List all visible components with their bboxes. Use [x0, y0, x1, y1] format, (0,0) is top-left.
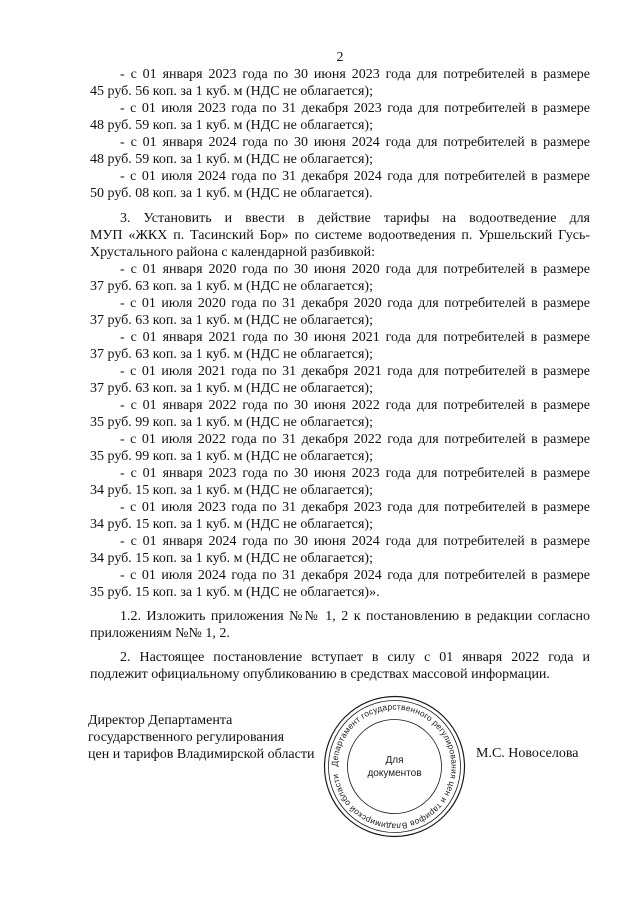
tariff-line: - с 01 июля 2020 года по 31 декабря 2020 года для потребителей в размере: [120, 296, 590, 311]
section-2-text: подлежит официальному опубликованию в средствах массовой информации.: [90, 667, 550, 682]
tariff-line: 37 руб. 63 коп. за 1 куб. м (НДС не облагается);: [90, 279, 373, 294]
tariff-line: 48 руб. 59 коп. за 1 куб. м (НДС не облагается);: [90, 118, 373, 133]
tariff-line: 50 руб. 08 коп. за 1 куб. м (НДС не облагается).: [90, 186, 373, 201]
signatory-name: М.С. Новоселова: [476, 746, 579, 761]
official-stamp: [322, 694, 467, 839]
section-1-2-text: приложениям №№ 1, 2.: [90, 626, 230, 641]
tariff-line: - с 01 января 2023 года по 30 июня 2023 года для потребителей в размере: [120, 67, 590, 82]
document-body: [90, 210, 590, 683]
stamp-inner-text: документов: [367, 768, 422, 779]
position-line: государственного регулирования: [88, 730, 285, 745]
section-2-text: 2. Настоящее постановление вступает в силу с 01 января 2022 года и: [120, 650, 590, 665]
tariff-line: 37 руб. 63 коп. за 1 куб. м (НДС не облагается);: [90, 313, 373, 328]
tariff-line: - с 01 января 2021 года по 30 июня 2021 года для потребителей в размере: [120, 330, 590, 345]
tariff-line: 37 руб. 63 коп. за 1 куб. м (НДС не облагается);: [90, 381, 373, 396]
tariff-line: - с 01 июля 2021 года по 31 декабря 2021 года для потребителей в размере: [120, 364, 590, 379]
signatory-position: [88, 712, 314, 763]
tariff-line: 34 руб. 15 коп. за 1 куб. м (НДС не облагается);: [90, 517, 373, 532]
stamp-ring-text: Департамент государственного регулирования цен и тарифов Владимирской области: [329, 701, 460, 832]
section-3-text: Хрустального района с календарной разбивкой:: [90, 245, 376, 260]
tariff-line: - с 01 января 2023 года по 30 июня 2023 года для потребителей в размере: [120, 466, 590, 481]
tariff-list-continued: [90, 66, 590, 202]
page-number: 2: [336, 50, 344, 65]
stamp-inner-ring: [348, 720, 442, 814]
tariff-line: - с 01 июля 2024 года по 31 декабря 2024 года для потребителей в размере: [120, 169, 590, 184]
position-line: цен и тарифов Владимирской области: [88, 747, 315, 762]
stamp-outer-ring: [325, 697, 465, 837]
tariff-line: 35 руб. 15 коп. за 1 куб. м (НДС не облагается)».: [90, 585, 380, 600]
tariff-line: 34 руб. 15 коп. за 1 куб. м (НДС не облагается);: [90, 483, 373, 498]
section-1-2-text: 1.2. Изложить приложения №№ 1, 2 к постановлению в редакции согласно: [120, 609, 590, 624]
tariff-line: 35 руб. 99 коп. за 1 куб. м (НДС не облагается);: [90, 449, 373, 464]
tariff-line: 48 руб. 59 коп. за 1 куб. м (НДС не облагается);: [90, 152, 373, 167]
tariff-line: 34 руб. 15 коп. за 1 куб. м (НДС не облагается);: [90, 551, 373, 566]
tariff-line: - с 01 января 2020 года по 30 июня 2020 года для потребителей в размере: [120, 262, 590, 277]
stamp-mid-ring: [329, 701, 461, 833]
tariff-line: - с 01 января 2022 года по 30 июня 2022 года для потребителей в размере: [120, 398, 590, 413]
tariff-line: - с 01 января 2024 года по 30 июня 2024 года для потребителей в размере: [120, 135, 590, 150]
tariff-line: - с 01 июля 2022 года по 31 декабря 2022 года для потребителей в размере: [120, 432, 590, 447]
section-3-text: МУП «ЖКХ п. Тасинский Бор» по системе водоотведения п. Уршельский Гусь-: [90, 228, 590, 243]
tariff-line: - с 01 июля 2023 года по 31 декабря 2023 года для потребителей в размере: [120, 500, 590, 515]
tariff-line: 35 руб. 99 коп. за 1 куб. м (НДС не облагается);: [90, 415, 373, 430]
section-3-text: 3. Установить и ввести в действие тарифы на водоотведение для: [120, 211, 590, 226]
tariff-line: - с 01 января 2024 года по 30 июня 2024 года для потребителей в размере: [120, 534, 590, 549]
tariff-line: - с 01 июля 2023 года по 31 декабря 2023 года для потребителей в размере: [120, 101, 590, 116]
stamp-inner-text: Для: [385, 755, 404, 766]
tariff-line: - с 01 июля 2024 года по 31 декабря 2024 года для потребителей в размере: [120, 568, 590, 583]
position-line: Директор Департамента: [88, 713, 233, 728]
tariff-line: 37 руб. 63 коп. за 1 куб. м (НДС не облагается);: [90, 347, 373, 362]
tariff-line: 45 руб. 56 коп. за 1 куб. м (НДС не облагается);: [90, 84, 373, 99]
